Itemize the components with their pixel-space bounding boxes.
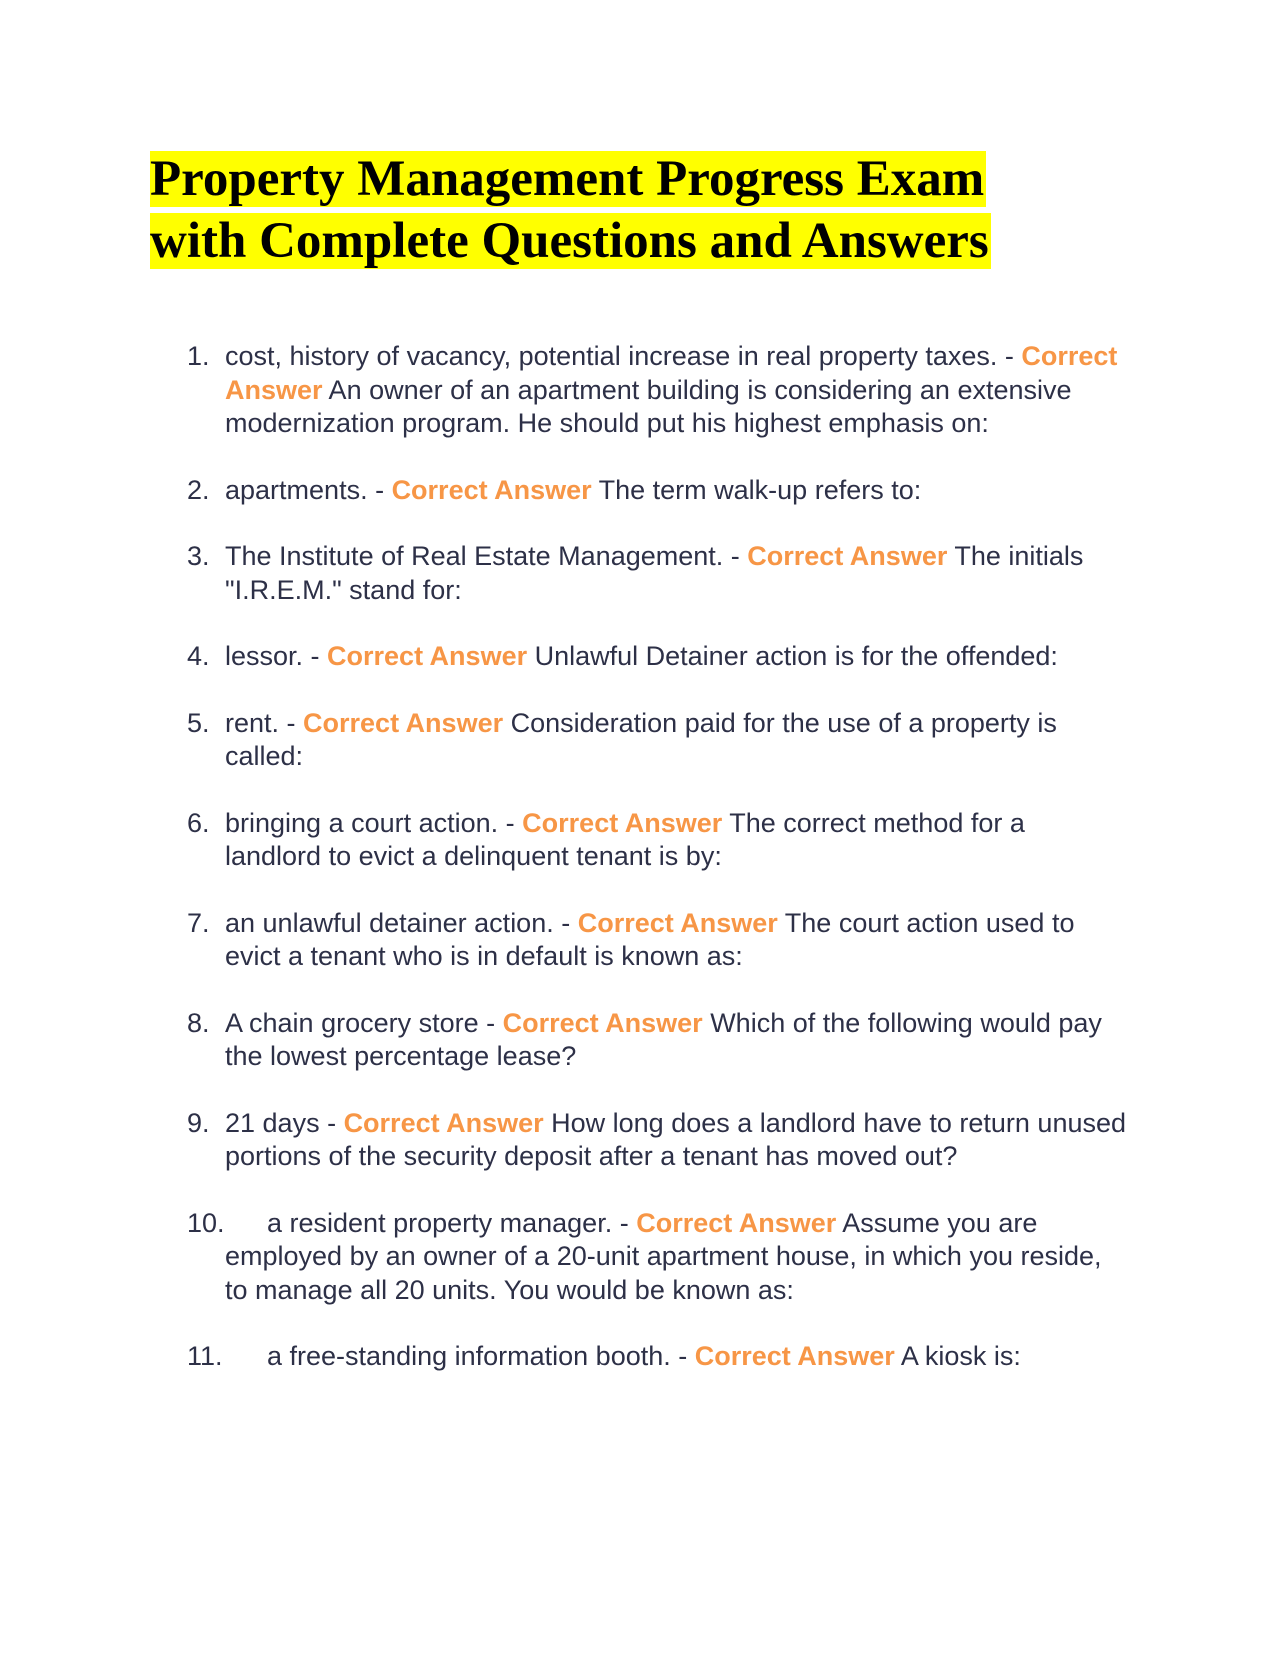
correct-answer-label: Correct Answer <box>391 474 592 505</box>
item-answer: The Institute of Real Estate Management. - <box>225 541 748 571</box>
item-question: How long does a landlord have to return unused portions of the security deposit after a tenant has moved out? <box>225 1107 1127 1171</box>
item-number: 8. <box>187 1007 210 1038</box>
list-item <box>187 907 1127 974</box>
item-answer: cost, history of vacancy, potential increase in real property taxes. - <box>225 341 1022 371</box>
list-item <box>187 707 1127 774</box>
item-question: Consideration paid for the use of a property is called: <box>225 707 1057 771</box>
item-number: 1. <box>187 341 210 371</box>
correct-answer-label: Correct Answer <box>522 807 723 838</box>
correct-answer-label: Correct Answer <box>343 1107 544 1138</box>
qa-list <box>187 340 1127 1407</box>
title-line-2: with Complete Questions and Answers <box>150 213 989 269</box>
item-number: 3. <box>187 541 210 571</box>
list-item <box>187 340 1127 441</box>
correct-answer-label: Correct Answer <box>303 707 504 738</box>
list-item <box>187 1007 1127 1074</box>
item-number: 11. <box>187 1341 223 1371</box>
correct-answer-label: Correct Answer <box>225 341 1118 405</box>
item-number: 4. <box>187 641 210 671</box>
item-answer: a resident property manager. - <box>267 1207 637 1238</box>
document-title <box>150 148 1110 272</box>
correct-answer-label: Correct Answer <box>502 1007 703 1038</box>
item-number: 5. <box>187 707 210 738</box>
item-answer: lessor. - <box>225 641 328 671</box>
correct-answer-label: Correct Answer <box>694 1341 895 1371</box>
correct-answer-label: Correct Answer <box>747 541 948 571</box>
item-question: Unlawful Detainer action is for the offended: <box>527 641 1058 671</box>
item-number: 7. <box>187 907 210 938</box>
item-answer: A chain grocery store - <box>225 1007 503 1038</box>
item-answer: apartments. - <box>225 474 392 505</box>
item-answer: 21 days - <box>225 1107 344 1138</box>
item-number: 10. <box>187 1207 225 1238</box>
list-item <box>187 1207 1127 1308</box>
correct-answer-label: Correct Answer <box>636 1207 837 1238</box>
item-question: Which of the following would pay the lowest percentage lease? <box>225 1007 1102 1071</box>
item-answer: bringing a court action. - <box>225 807 523 838</box>
list-item <box>187 1107 1127 1174</box>
correct-answer-label: Correct Answer <box>327 641 528 671</box>
item-question: The initials "I.R.E.M." stand for: <box>225 541 1084 605</box>
item-question: The correct method for a landlord to evict a delinquent tenant is by: <box>225 807 1025 871</box>
item-answer: rent. - <box>225 707 304 738</box>
list-item <box>187 640 1127 674</box>
item-question: A kiosk is: <box>894 1341 1021 1371</box>
title-line-1: Property Management Progress Exam <box>150 151 985 207</box>
item-question: The court action used to evict a tenant who is in default is known as: <box>225 907 1075 971</box>
list-item <box>187 807 1127 874</box>
item-number: 9. <box>187 1107 210 1138</box>
item-question: The term walk-up refers to: <box>591 474 922 505</box>
item-number: 2. <box>187 474 210 505</box>
list-item <box>187 1340 1127 1374</box>
item-answer: an unlawful detainer action. - <box>225 907 578 938</box>
correct-answer-label: Correct Answer <box>577 907 778 938</box>
item-answer: a free-standing information booth. - <box>267 1341 695 1371</box>
item-number: 6. <box>187 807 210 838</box>
list-item <box>187 540 1127 607</box>
item-question: Assume you are employed by an owner of a 20-unit apartment house, in which you reside, to manage all 20 units. You would be known as: <box>225 1207 1102 1305</box>
item-question: An owner of an apartment building is considering an extensive modernization program. He should put his highest emphasis on: <box>225 374 1072 438</box>
list-item <box>187 474 1127 508</box>
